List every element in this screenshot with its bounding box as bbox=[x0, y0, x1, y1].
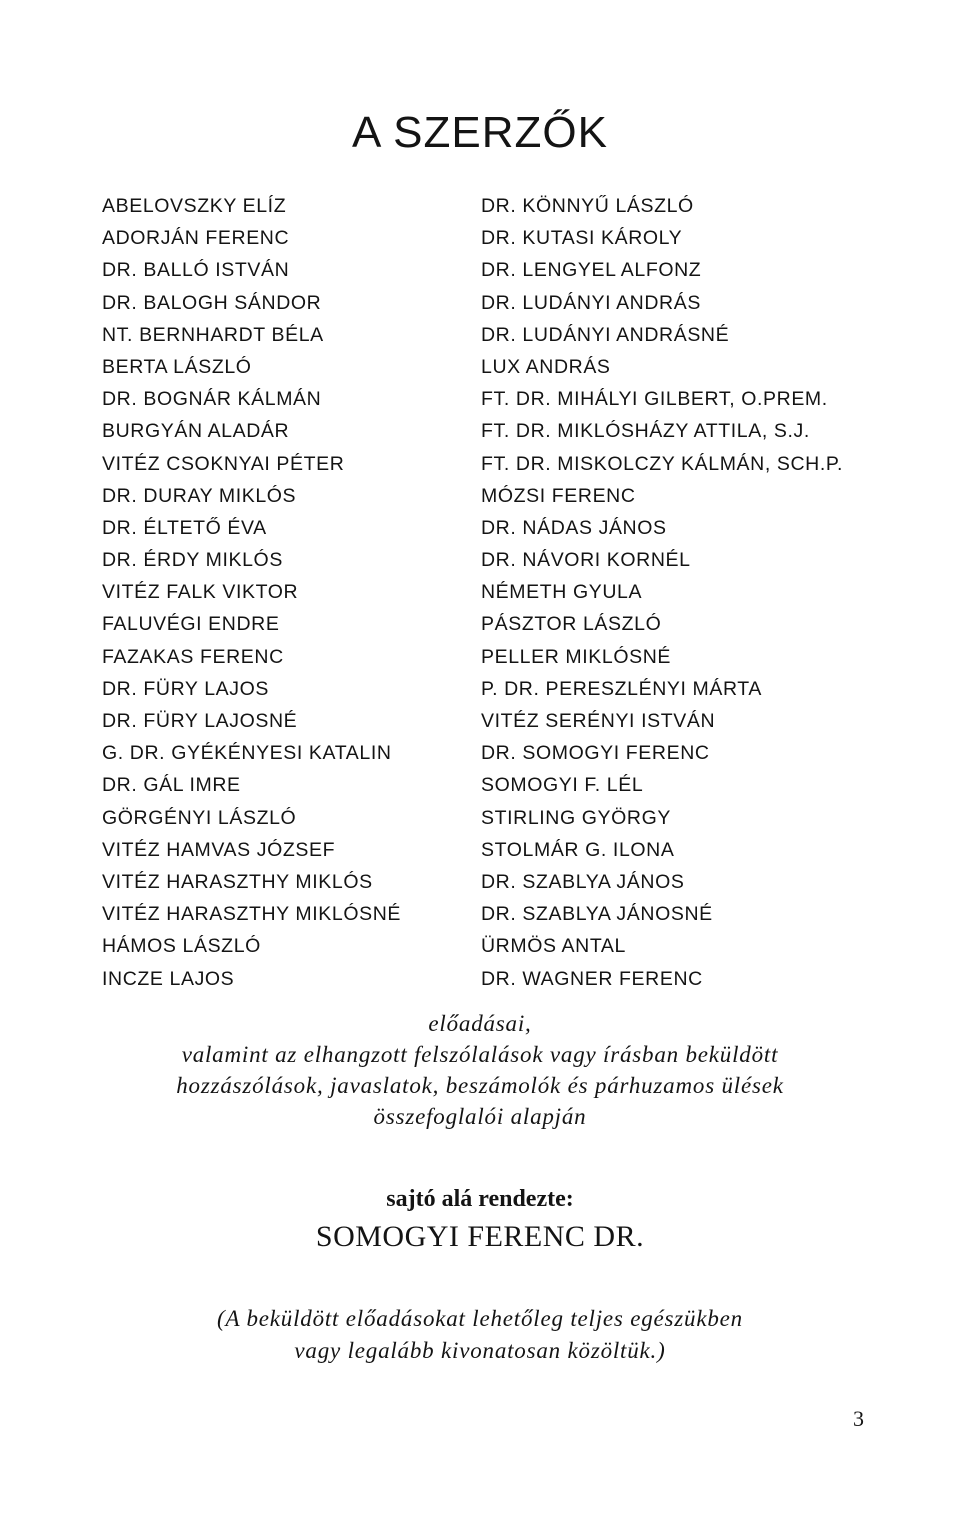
author-name: DR. SZABLYA JÁNOSNÉ bbox=[481, 903, 713, 926]
author-name: DR. SOMOGYI FERENC bbox=[481, 742, 710, 765]
editorial-note bbox=[0, 1303, 960, 1367]
authors-list-left bbox=[102, 190, 401, 995]
author-name: DR. WAGNER FERENC bbox=[481, 967, 703, 990]
author-name: FT. DR. MIHÁLYI GILBERT, O.PREM. bbox=[481, 388, 828, 411]
page-number: 3 bbox=[853, 1406, 864, 1431]
author-name: DR. NÁDAS JÁNOS bbox=[481, 516, 667, 539]
author-name: VITÉZ CSOKNYAI PÉTER bbox=[102, 452, 345, 475]
description-line: előadásai, bbox=[428, 1011, 532, 1036]
author-name: G. DR. GYÉKÉNYESI KATALIN bbox=[102, 742, 392, 765]
description-line: hozzászólások, javaslatok, beszámolók és párhuzamos ülések bbox=[176, 1073, 784, 1098]
author-name: FALUVÉGI ENDRE bbox=[102, 613, 280, 636]
author-name: FAZAKAS FERENC bbox=[102, 645, 284, 668]
author-name: BURGYÁN ALADÁR bbox=[102, 420, 290, 443]
page-title: A SZERZŐK bbox=[352, 108, 608, 157]
author-name: DR. LUDÁNYI ANDRÁSNÉ bbox=[481, 323, 730, 346]
author-name: INCZE LAJOS bbox=[102, 967, 235, 990]
author-name: DR. KÖNNYŰ LÁSZLÓ bbox=[481, 195, 694, 217]
author-name: GÖRGÉNYI LÁSZLÓ bbox=[102, 806, 297, 829]
description-line: összefoglalói alapján bbox=[373, 1104, 587, 1129]
author-name: ADORJÁN FERENC bbox=[102, 227, 290, 250]
editor-label: sajtó alá rendezte: bbox=[386, 1186, 574, 1212]
author-name: STOLMÁR G. ILONA bbox=[481, 838, 675, 861]
author-name: DR. BALLÓ ISTVÁN bbox=[102, 259, 290, 282]
author-name: NÉMETH GYULA bbox=[481, 581, 643, 604]
author-name: SOMOGYI F. LÉL bbox=[481, 774, 644, 797]
author-name: VITÉZ HARASZTHY MIKLÓS bbox=[102, 870, 373, 893]
author-name: DR. FÜRY LAJOS bbox=[102, 677, 269, 700]
author-name: DR. ÉLTETŐ ÉVA bbox=[102, 516, 267, 539]
authors-list-right bbox=[481, 190, 843, 995]
author-name: DR. SZABLYA JÁNOS bbox=[481, 870, 685, 893]
author-name: STIRLING GYÖRGY bbox=[481, 806, 671, 829]
author-name: DR. LENGYEL ALFONZ bbox=[481, 259, 702, 282]
author-name: DR. FÜRY LAJOSNÉ bbox=[102, 710, 298, 732]
author-name: HÁMOS LÁSZLÓ bbox=[102, 935, 261, 958]
author-name: VITÉZ FALK VIKTOR bbox=[102, 581, 299, 604]
author-name: ÜRMÖS ANTAL bbox=[481, 935, 626, 958]
author-name: BERTA LÁSZLÓ bbox=[102, 355, 252, 378]
author-name: PÁSZTOR LÁSZLÓ bbox=[481, 613, 662, 636]
author-name: DR. BALOGH SÁNDOR bbox=[102, 291, 322, 314]
author-name: LUX ANDRÁS bbox=[481, 355, 611, 378]
description-block bbox=[0, 1008, 960, 1132]
author-name: VITÉZ HAMVAS JÓZSEF bbox=[102, 838, 336, 861]
author-name: NT. BERNHARDT BÉLA bbox=[102, 323, 324, 346]
author-name: DR. GÁL IMRE bbox=[102, 774, 241, 797]
author-name: FT. DR. MISKOLCZY KÁLMÁN, SCH.P. bbox=[481, 452, 843, 475]
note-line: vagy legalább kivonatosan közöltük.) bbox=[294, 1338, 666, 1363]
author-name: VITÉZ SERÉNYI ISTVÁN bbox=[481, 710, 716, 732]
author-name: DR. LUDÁNYI ANDRÁS bbox=[481, 291, 701, 314]
author-name: DR. ÉRDY MIKLÓS bbox=[102, 549, 283, 572]
author-name: FT. DR. MIKLÓSHÁZY ATTILA, S.J. bbox=[481, 420, 810, 443]
author-name: DR. NÁVORI KORNÉL bbox=[481, 549, 691, 572]
note-line: (A beküldött előadásokat lehetőleg teljes egészükben bbox=[217, 1306, 743, 1331]
author-name: VITÉZ HARASZTHY MIKLÓSNÉ bbox=[102, 903, 402, 926]
author-name: DR. DURAY MIKLÓS bbox=[102, 484, 297, 507]
editor-name: SOMOGYI FERENC DR. bbox=[315, 1220, 645, 1253]
author-name: DR. KUTASI KÁROLY bbox=[481, 227, 683, 250]
author-name: MÓZSI FERENC bbox=[481, 484, 636, 507]
author-name: PELLER MIKLÓSNÉ bbox=[481, 645, 671, 668]
author-name: ABELOVSZKY ELÍZ bbox=[102, 195, 287, 217]
description-line: valamint az elhangzott felszólalások vagy írásban beküldött bbox=[181, 1042, 779, 1067]
author-name: DR. BOGNÁR KÁLMÁN bbox=[102, 388, 322, 411]
author-name: P. DR. PERESZLÉNYI MÁRTA bbox=[481, 677, 762, 700]
